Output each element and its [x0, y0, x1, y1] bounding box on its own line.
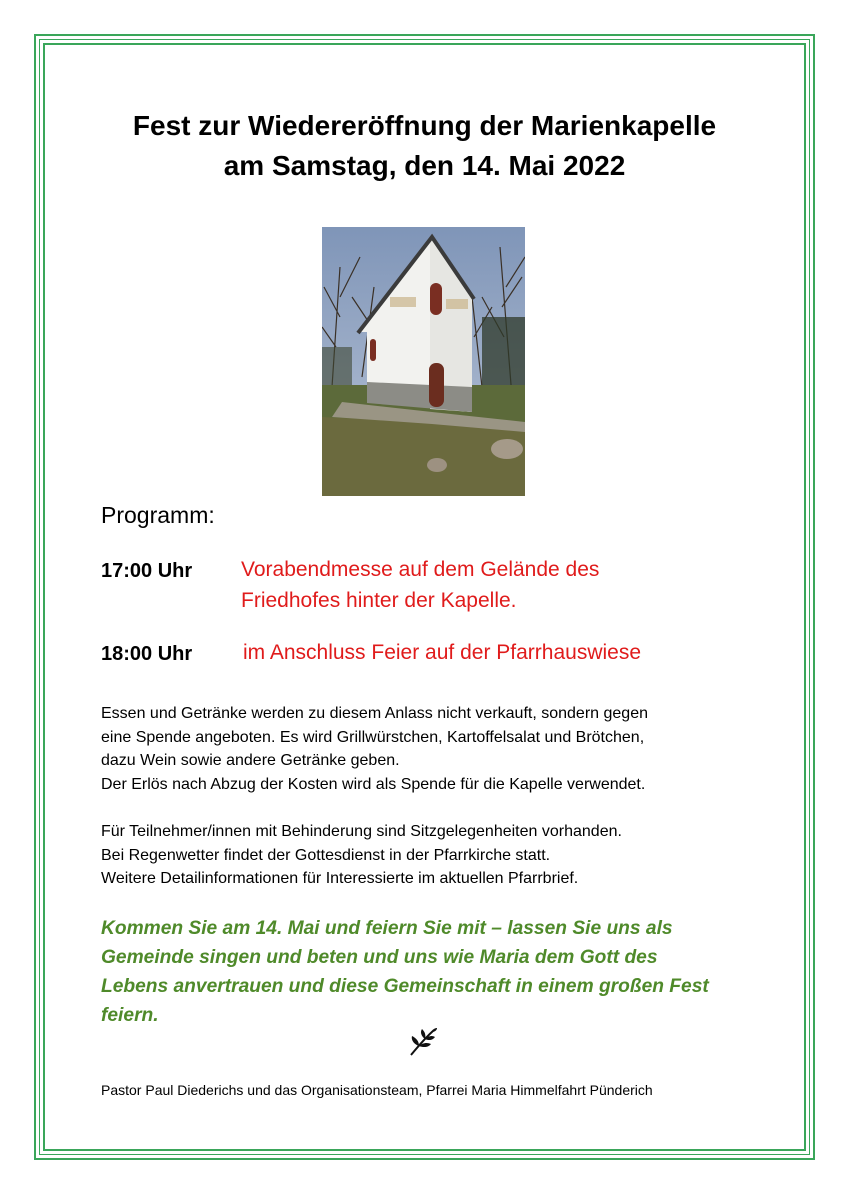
- program-time-2: 18:00 Uhr: [101, 643, 193, 665]
- program-heading: Programm:: [101, 502, 215, 528]
- info-line: Bei Regenwetter findet der Gottesdienst in der Pfarrkirche statt.: [101, 846, 551, 864]
- leaf-branch-icon: [407, 1026, 439, 1058]
- program-time-1: 17:00 Uhr: [101, 560, 193, 582]
- invitation-line: Kommen Sie am 14. Mai und feiern Sie mit – lassen Sie uns als: [101, 918, 673, 939]
- info-line: dazu Wein sowie andere Getränke geben.: [101, 752, 400, 769]
- chapel-photo: [322, 227, 525, 496]
- title-line-2: am Samstag, den 14. Mai 2022: [223, 150, 626, 181]
- info-line: Für Teilnehmer/innen mit Behinderung sind Sitzgelegenheiten vorhanden.: [101, 823, 622, 840]
- info-line: Der Erlös nach Abzug der Kosten wird als Spende für die Kapelle verwendet.: [101, 775, 646, 793]
- footer-signature: Pastor Paul Diederichs und das Organisationsteam, Pfarrei Maria Himmelfahrt Pünderich: [101, 1082, 653, 1098]
- info-line: eine Spende angeboten. Es wird Grillwürstchen, Kartoffelsalat und Brötchen,: [101, 728, 645, 746]
- title-line-1: Fest zur Wiedereröffnung der Marienkapelle: [132, 110, 717, 141]
- info-line: Weitere Detailinformationen für Interessierte im aktuellen Pfarrbrief.: [101, 870, 579, 887]
- invitation-line: feiern.: [101, 1005, 159, 1026]
- invitation-line: Gemeinde singen und beten und uns wie Maria dem Gott des: [101, 947, 658, 968]
- program-event-1-line-2: Friedhofes hinter der Kapelle.: [241, 589, 517, 612]
- info-line: Essen und Getränke werden zu diesem Anlass nicht verkauft, sondern gegen: [101, 705, 648, 722]
- program-event-2: im Anschluss Feier auf der Pfarrhauswiese: [243, 641, 642, 664]
- program-event-1-line-1: Vorabendmesse auf dem Gelände des: [241, 558, 600, 581]
- invitation-line: Lebens anvertrauen und diese Gemeinschaft in einem großen Fest: [101, 976, 709, 997]
